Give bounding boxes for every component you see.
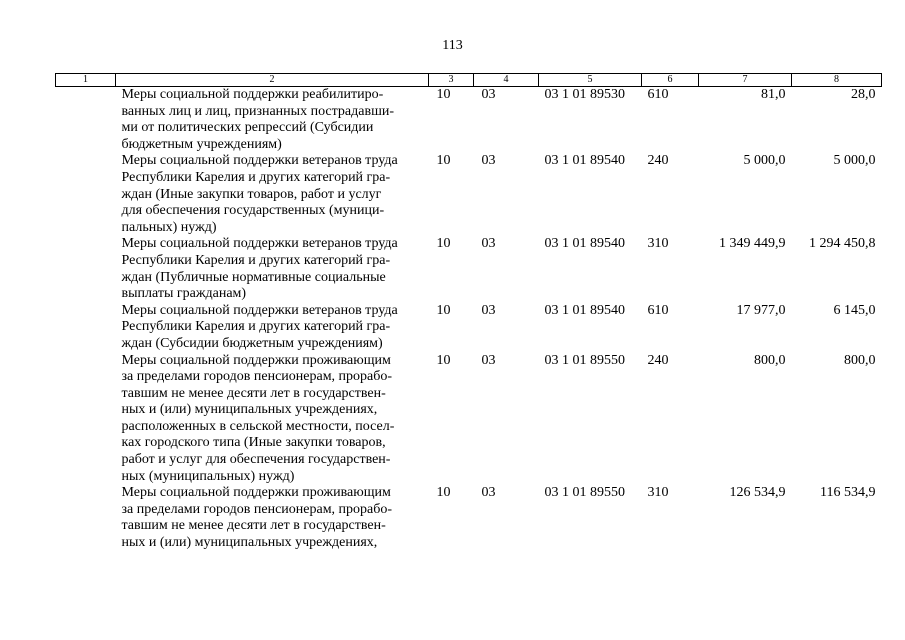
expense-name-line: ных и (или) муниципальных учреждениях, (121, 535, 378, 551)
row-number-cell (56, 353, 116, 486)
amount-year-1-cell: 800,0 (754, 352, 786, 368)
expense-name-line: за пределами городов пенсионерам, прорабо- (121, 369, 393, 385)
expense-type-cell: 310 (647, 485, 669, 501)
expense-name-line: тавшим не менее десяти лет в государствен- (121, 518, 386, 534)
table-row (56, 303, 882, 353)
expense-name-line: ных (муниципальных) нужд) (121, 468, 295, 484)
amount-year-1-cell: 1 349 449,9 (719, 236, 786, 252)
expense-name-line: ждан (Иные закупки товаров, работ и услуг (121, 186, 382, 202)
expense-name-line: Меры социальной поддержки проживающим (121, 352, 391, 368)
expense-name-line: Республики Карелия и других категорий гра- (121, 319, 391, 335)
subsection-code-cell: 03 (481, 236, 496, 252)
budget-table (55, 73, 882, 552)
expense-name-line: ных и (или) муниципальных учреждениях, (121, 402, 378, 418)
column-header-1: 1 (56, 74, 116, 87)
target-item-cell: 03 1 01 89540 (544, 236, 625, 252)
expense-name-line: Республики Карелия и других категорий гра- (121, 169, 391, 185)
expense-name-line: ждан (Публичные нормативные социальные (121, 269, 386, 285)
expense-name-cell (116, 87, 429, 154)
expense-name-line: тавшим не менее десяти лет в государствен- (121, 385, 386, 401)
expense-name-line: ждан (Субсидии бюджетным учреждениям) (121, 335, 383, 351)
expense-type-cell: 240 (647, 153, 669, 169)
row-number-cell (56, 236, 116, 302)
subsection-code-cell: 03 (481, 485, 496, 501)
section-code-cell: 10 (436, 153, 451, 169)
subsection-code-cell: 03 (481, 302, 496, 318)
column-header-6: 6 (642, 74, 699, 87)
section-code-cell: 10 (436, 87, 451, 102)
expense-type-cell: 310 (647, 236, 669, 252)
section-code-cell: 10 (436, 302, 451, 318)
expense-name-line: Республики Карелия и других категорий гра- (121, 252, 391, 268)
section-code-cell: 10 (436, 352, 451, 368)
table-row (56, 236, 882, 302)
expense-name-line: работ и услуг для обеспечения государствен- (121, 452, 391, 468)
expense-name-cell (116, 303, 429, 353)
expense-name-line: расположенных в сельской местности, посел- (121, 418, 395, 434)
expense-name-line: ванных лиц и лиц, признанных пострадавши- (121, 103, 395, 119)
expense-name-cell (116, 236, 429, 302)
subsection-code-cell: 03 (481, 352, 496, 368)
target-item-cell: 03 1 01 89530 (544, 87, 625, 102)
amount-year-1-cell: 126 534,9 (729, 485, 786, 501)
expense-name-line: выплаты гражданам) (121, 286, 247, 302)
target-item-cell: 03 1 01 89540 (544, 153, 625, 169)
expense-name-cell (116, 485, 429, 551)
expense-name-line: пальных) нужд) (121, 219, 217, 235)
amount-year-2-cell: 116 534,9 (820, 485, 876, 501)
expense-name-cell (116, 153, 429, 236)
expense-name-line: Меры социальной поддержки реабилитиро- (121, 87, 384, 102)
column-header-7: 7 (699, 74, 792, 87)
table-header-row (56, 74, 882, 87)
amount-year-1-cell: 17 977,0 (736, 302, 786, 318)
target-item-cell: 03 1 01 89550 (544, 485, 625, 501)
expense-name-cell (116, 353, 429, 486)
section-code-cell: 10 (436, 236, 451, 252)
expense-name-line: Меры социальной поддержки проживающим (121, 485, 391, 501)
subsection-code-cell: 03 (481, 153, 496, 169)
section-code-cell: 10 (436, 485, 451, 501)
row-number-cell (56, 303, 116, 353)
table-row (56, 353, 882, 486)
target-item-cell: 03 1 01 89550 (544, 352, 625, 368)
amount-year-1-cell: 5 000,0 (743, 153, 786, 169)
column-header-4: 4 (474, 74, 539, 87)
target-item-cell: 03 1 01 89540 (544, 302, 625, 318)
page-number: 113 (442, 38, 463, 53)
expense-type-cell: 610 (647, 302, 669, 318)
amount-year-2-cell: 6 145,0 (833, 302, 876, 318)
column-header-8: 8 (792, 74, 882, 87)
expense-name-line: для обеспечения государственных (муници- (121, 203, 385, 219)
row-number-cell (56, 485, 116, 551)
table-row (56, 485, 882, 551)
expense-name-line: Меры социальной поддержки ветеранов труда (121, 302, 398, 318)
table-row (56, 153, 882, 236)
expense-name-line: ми от политических репрессий (Субсидии (121, 120, 374, 136)
amount-year-2-cell: 800,0 (844, 352, 876, 368)
amount-year-2-cell: 1 294 450,8 (809, 236, 876, 252)
row-number-cell (56, 87, 116, 154)
expense-name-line: ках городского типа (Иные закупки товаров, (121, 435, 386, 451)
row-number-cell (56, 153, 116, 236)
expense-type-cell: 240 (647, 352, 669, 368)
column-header-2: 2 (116, 74, 429, 87)
expense-name-line: бюджетным учреждениям) (121, 136, 282, 152)
expense-name-line: Меры социальной поддержки ветеранов труда (121, 236, 398, 252)
amount-year-2-cell: 5 000,0 (833, 153, 876, 169)
expense-name-line: за пределами городов пенсионерам, прорабо- (121, 501, 393, 517)
column-header-5: 5 (539, 74, 642, 87)
subsection-code-cell: 03 (481, 87, 496, 102)
amount-year-1-cell: 81,0 (761, 87, 786, 102)
expense-type-cell: 610 (647, 87, 669, 102)
expense-name-line: Меры социальной поддержки ветеранов труда (121, 153, 398, 169)
column-header-3: 3 (429, 74, 474, 87)
table-row (56, 87, 882, 154)
amount-year-2-cell: 28,0 (851, 87, 876, 102)
